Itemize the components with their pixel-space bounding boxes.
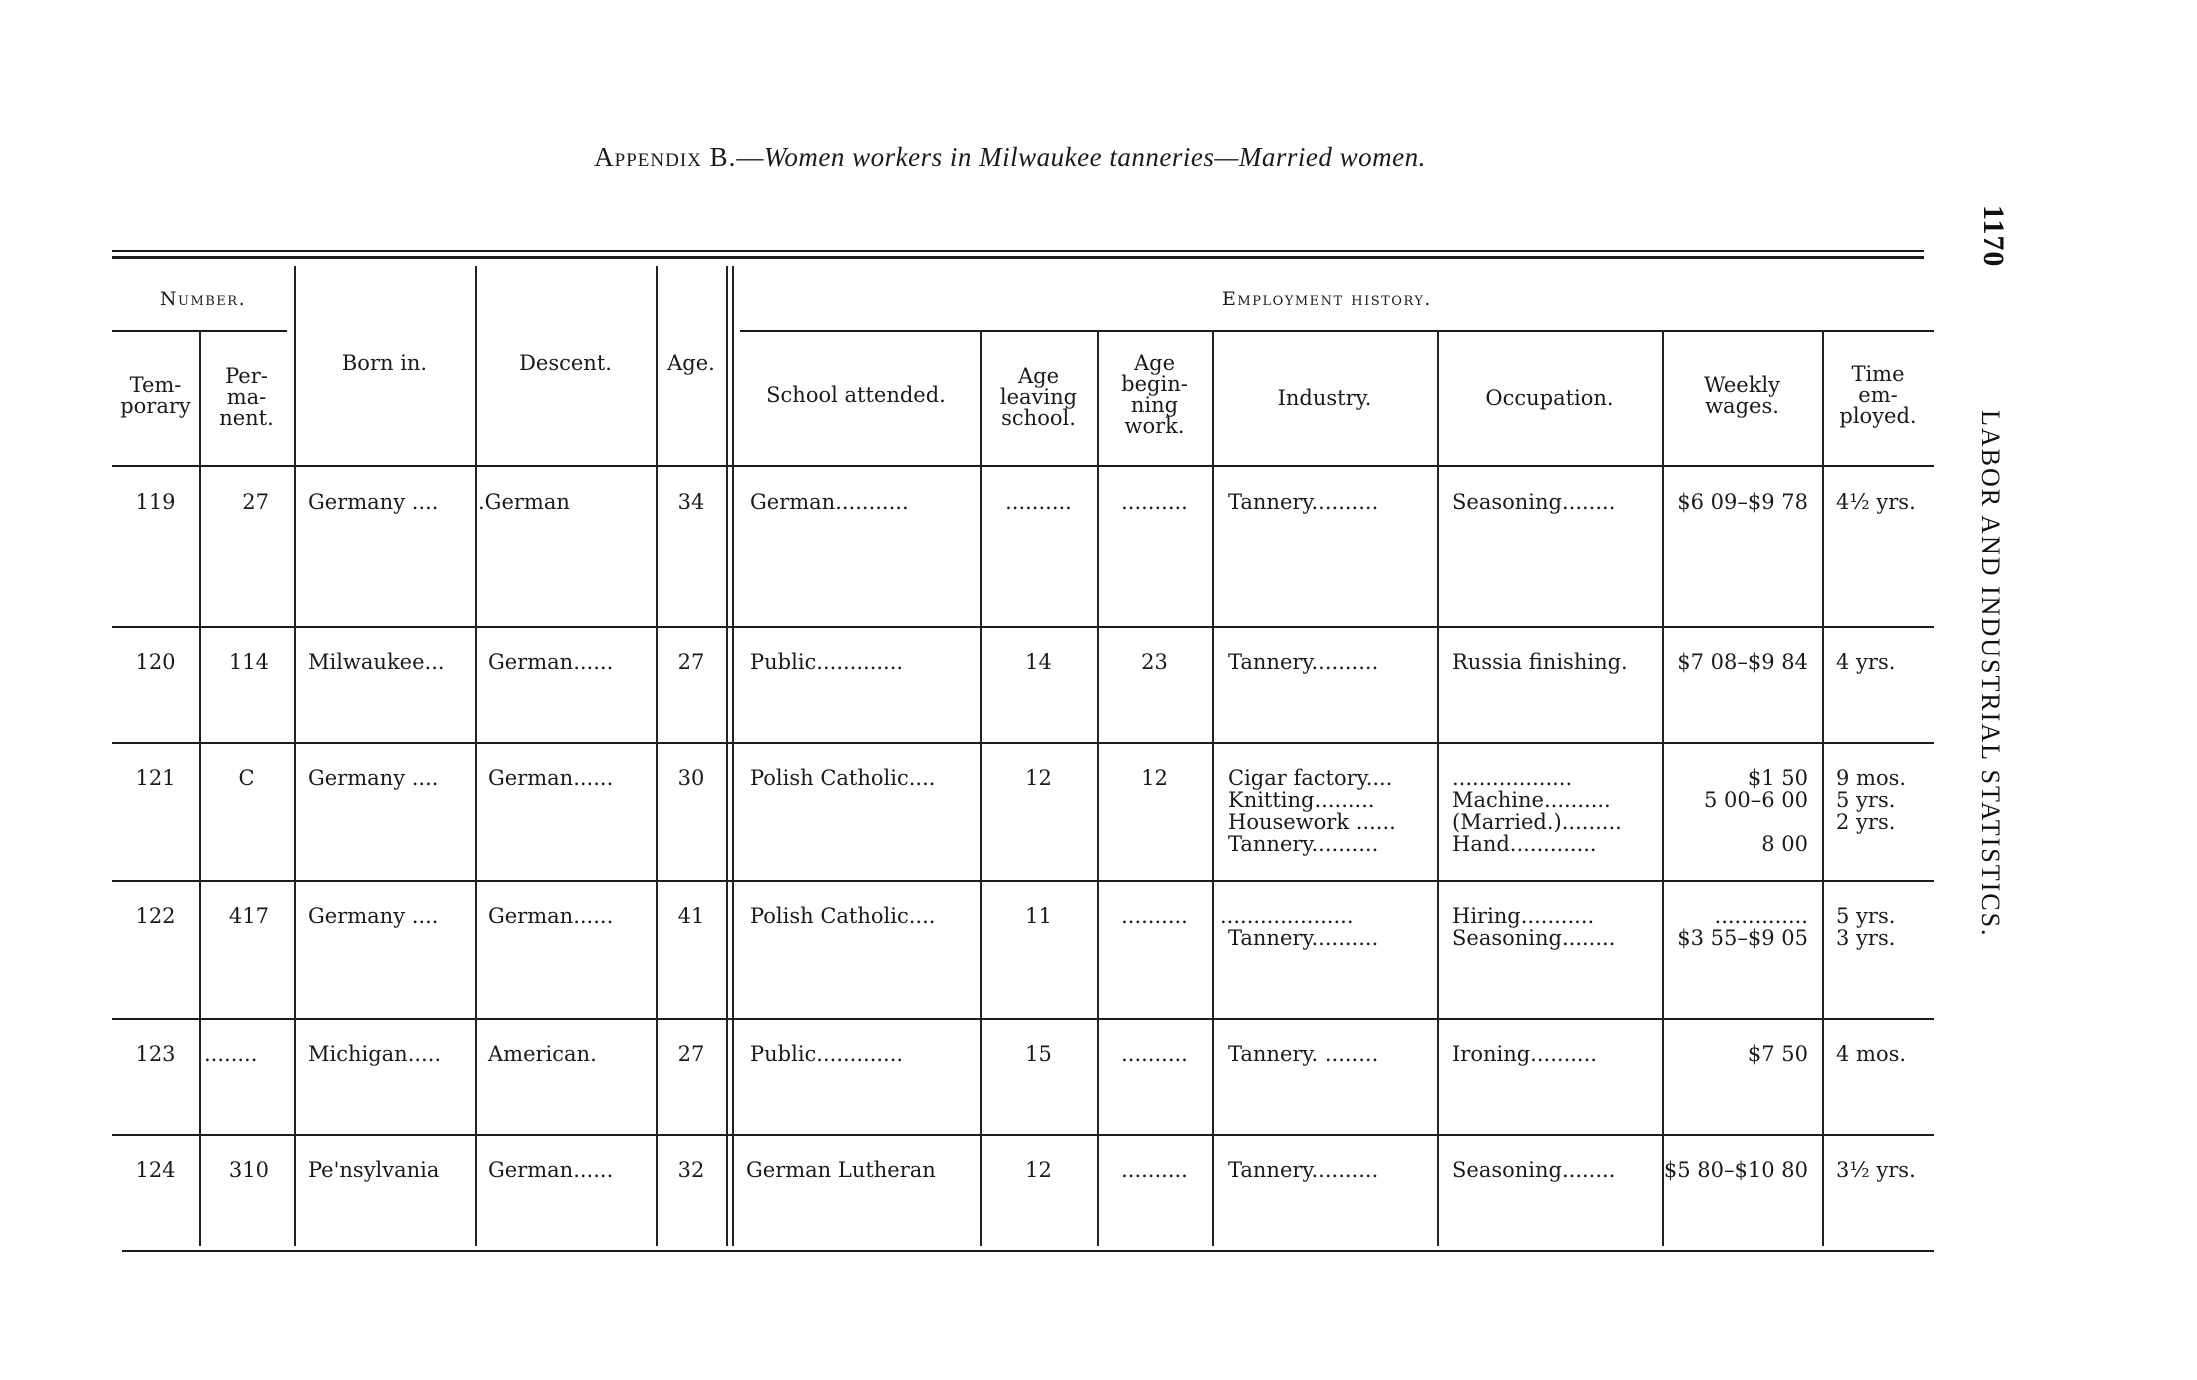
table-cell: $6 09–$9 78	[1677, 490, 1808, 514]
table-cell: ..................	[1452, 766, 1573, 790]
header-line: Per-	[225, 364, 268, 388]
header-industry: Industry.	[1277, 386, 1372, 410]
table-cell: ..........	[1005, 490, 1072, 514]
table-cell: Seasoning........	[1452, 1158, 1616, 1182]
header-temporary	[112, 375, 199, 417]
table-cell: Tannery..........	[1228, 490, 1379, 514]
header-line: Weekly	[1703, 373, 1781, 397]
table-cell: 123	[135, 1042, 176, 1066]
table-cell: Polish Catholic....	[750, 904, 936, 928]
title-italic: Women workers in Milwaukee tanneries—Married women.	[763, 142, 1426, 172]
table-cell: 119	[135, 490, 176, 514]
header-school: School attended.	[766, 383, 946, 407]
table-cell: 9 mos.	[1836, 766, 1907, 790]
table-cell: Public.............	[750, 1042, 904, 1066]
table-cell: Polish Catholic....	[750, 766, 936, 790]
header-line: em-	[1858, 383, 1898, 407]
table-cell: German......	[488, 904, 614, 928]
table-cell: $3 55–$9 05	[1677, 926, 1808, 950]
table-cell: Tannery..........	[1228, 832, 1379, 856]
table-cell: (Married.).........	[1452, 810, 1622, 834]
table-cell: German Lutheran	[746, 1158, 936, 1182]
header-age: Age.	[667, 351, 715, 375]
table-cell: Seasoning........	[1452, 490, 1616, 514]
header-line: Tem-	[129, 373, 182, 397]
table-cell: 30	[677, 766, 705, 790]
header-line: Time	[1851, 362, 1905, 386]
table-cell: Knitting.........	[1228, 788, 1375, 812]
header-line: ning	[1130, 393, 1179, 417]
table-cell: ........	[204, 1042, 258, 1066]
table-cell: Milwaukee...	[308, 650, 445, 674]
table-cell: 417	[228, 904, 269, 928]
header-line: ma-	[226, 385, 267, 409]
table-cell: Germany ....	[308, 904, 439, 928]
header-occupation: Occupation.	[1485, 386, 1614, 410]
table-cell: 12	[1025, 766, 1052, 790]
page-number: 1170	[1977, 205, 2010, 268]
header-line: work.	[1124, 414, 1185, 438]
table-cell: Machine..........	[1452, 788, 1611, 812]
header-employment-history: Employment history.	[1222, 288, 1432, 310]
table-cell: German......	[488, 650, 614, 674]
table-cell: 27	[677, 1042, 705, 1066]
header-wages	[1662, 375, 1822, 417]
table-cell: 8 00	[1761, 832, 1808, 856]
table-cell: Germany ....	[308, 766, 439, 790]
table-cell: 27	[677, 650, 705, 674]
table-cell: ..........	[1121, 1158, 1188, 1182]
table-cell: 23	[1141, 650, 1168, 674]
table-cell: ..............	[1714, 904, 1808, 928]
header-age-beginning	[1097, 353, 1212, 437]
header-line: porary	[120, 394, 191, 418]
table-cell: 4 yrs.	[1836, 650, 1896, 674]
table-cell: ..........	[1121, 904, 1188, 928]
table-cell: 124	[135, 1158, 176, 1182]
table-cell: 122	[135, 904, 176, 928]
running-head-label: LABOR AND INDUSTRIAL STATISTICS.	[1976, 410, 2005, 938]
header-time	[1822, 364, 1934, 427]
table-cell: 32	[677, 1158, 705, 1182]
table-cell: Cigar factory....	[1228, 766, 1393, 790]
table-cell: Michigan.....	[308, 1042, 442, 1066]
table-cell: Housework ......	[1228, 810, 1396, 834]
table-cell: 4½ yrs.	[1836, 490, 1916, 514]
table-cell: 12	[1141, 766, 1168, 790]
table-cell: 12	[1025, 1158, 1052, 1182]
table-cell: 5 00–6 00	[1703, 788, 1808, 812]
table-cell: 15	[1025, 1042, 1052, 1066]
header-line: wages.	[1705, 394, 1779, 418]
table-cell: Hiring...........	[1452, 904, 1595, 928]
table-cell: 27	[242, 490, 269, 514]
table-cell: $1 50	[1747, 766, 1808, 790]
table-cell: Tannery..........	[1228, 1158, 1379, 1182]
table-cell: 5 yrs.	[1836, 904, 1896, 928]
table-cell: Russia finishing.	[1452, 650, 1628, 674]
table-cell: Tannery..........	[1228, 926, 1379, 950]
header-line: nent.	[219, 406, 274, 430]
header-permanent	[199, 366, 294, 429]
header-number: Number.	[159, 288, 247, 310]
table-cell: 5 yrs.	[1836, 788, 1896, 812]
header-line: leaving	[999, 385, 1078, 409]
table-cell: 3½ yrs.	[1836, 1158, 1916, 1182]
table-cell: .German	[478, 490, 570, 514]
title-lead: Appendix B.	[594, 142, 737, 172]
table-cell: ....................	[1220, 904, 1354, 928]
title-dash: —	[736, 142, 764, 172]
table-cell: 34	[677, 490, 705, 514]
table-cell: $7 50	[1747, 1042, 1808, 1066]
table-title	[380, 142, 1640, 173]
table-cell: ..........	[1121, 490, 1188, 514]
table-cell: $7 08–$9 84	[1677, 650, 1808, 674]
table-cell: German......	[488, 1158, 614, 1182]
table-cell: 2 yrs.	[1836, 810, 1896, 834]
table-cell: ..........	[1121, 1042, 1188, 1066]
table-cell: 114	[228, 650, 269, 674]
header-line: school.	[1001, 406, 1076, 430]
table-cell: 310	[228, 1158, 269, 1182]
table-cell: American.	[488, 1042, 597, 1066]
table-cell: Hand.............	[1452, 832, 1597, 856]
table-cell: 4 mos.	[1836, 1042, 1907, 1066]
table-cell: Tannery. ........	[1228, 1042, 1379, 1066]
table-cell: 121	[135, 766, 176, 790]
table-cell: 11	[1025, 904, 1052, 928]
table-cell: 120	[135, 650, 176, 674]
table-cell: 41	[677, 904, 705, 928]
table-cell: 3 yrs.	[1836, 926, 1896, 950]
header-line: Age	[1133, 351, 1176, 375]
table-cell: C	[238, 766, 255, 790]
header-line: Age	[1017, 364, 1060, 388]
header-age-leaving	[980, 366, 1097, 429]
running-head	[1950, 205, 2010, 1205]
header-born-in: Born in.	[341, 351, 428, 375]
header-line: begin-	[1121, 372, 1188, 396]
table-cell: Seasoning........	[1452, 926, 1616, 950]
table-cell: Germany ....	[308, 490, 439, 514]
table-cell: $5 80–$10 80	[1663, 1158, 1808, 1182]
table-cell: Public.............	[750, 650, 904, 674]
table-cell: Ironing..........	[1452, 1042, 1597, 1066]
table-cell: German...........	[750, 490, 909, 514]
table-cell: 14	[1025, 650, 1052, 674]
table-cell: Tannery..........	[1228, 650, 1379, 674]
table-cell: German......	[488, 766, 614, 790]
table-cell: Pe'nsylvania	[308, 1158, 440, 1182]
header-line: ployed.	[1839, 404, 1917, 428]
header-descent: Descent.	[519, 351, 612, 375]
